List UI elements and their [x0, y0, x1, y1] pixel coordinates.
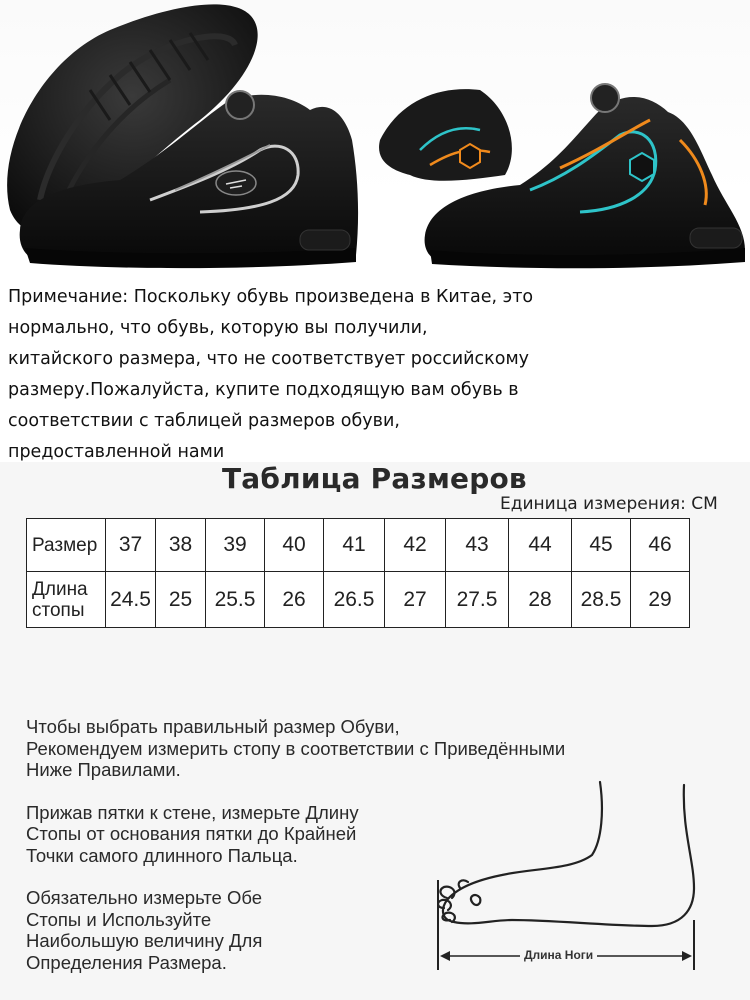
right-lace-dial-icon: [591, 84, 619, 112]
length-cell: 29: [631, 572, 690, 628]
length-cell: 26: [265, 572, 324, 628]
size-table: [26, 518, 690, 628]
instruction-line: Точки самого длинного Пальца.: [26, 844, 298, 866]
left-lace-dial-icon: [226, 91, 254, 119]
instruction-line: Ниже Правилами.: [26, 759, 181, 780]
length-cell: 28.5: [572, 572, 631, 628]
note-line: соответствии с таблицей размеров обуви,: [8, 411, 400, 431]
size-cell: 42: [385, 519, 446, 572]
instruction-line: Рекомендуем измерить стопу в соответствии с Приведёнными: [26, 737, 566, 759]
instruction-line: Наибольшую величину Для: [26, 930, 263, 951]
size-cell: 38: [156, 519, 206, 572]
size-cell: 44: [509, 519, 572, 572]
instruction-line: Обязательно измерьте Обе: [26, 887, 263, 908]
product-photo: [0, 0, 750, 278]
size-cell: 46: [631, 519, 690, 572]
length-cell: 26.5: [324, 572, 385, 628]
instruction-line: Прижав пятки к стене, измерьте Длину: [26, 801, 359, 823]
table-row-sizes: [27, 519, 690, 572]
length-cell: 28: [509, 572, 572, 628]
length-cell: 25.5: [206, 572, 265, 628]
note-line: размеру.Пожалуйста, купите подходящую вам обувь в: [8, 380, 519, 400]
row-header-length-line1: Длина: [32, 578, 88, 600]
unit-label: Единица измерения: СМ: [500, 494, 718, 514]
size-cell: 39: [206, 519, 265, 572]
note-line: предоставленной нами: [8, 442, 225, 462]
size-cell: 43: [446, 519, 509, 572]
instruction-line: Стопы и Используйте: [26, 908, 212, 930]
instruction-line: Чтобы выбрать правильный размер Обуви,: [26, 716, 400, 737]
size-cell: 40: [265, 519, 324, 572]
note-line: нормально, что обувь, которую вы получили,: [8, 318, 428, 338]
length-cell: 27: [385, 572, 446, 628]
size-chart-title: Таблица Размеров: [222, 462, 527, 495]
length-cell: 25: [156, 572, 206, 628]
row-header-length: [27, 572, 106, 628]
sizing-note: [8, 282, 568, 468]
row-header-size: Размер: [27, 519, 106, 572]
arrow-right-icon: [682, 951, 692, 961]
length-cell: 24.5: [106, 572, 156, 628]
instruction-line: Стопы от основания пятки до Крайней: [26, 823, 357, 844]
length-cell: 27.5: [446, 572, 509, 628]
size-cell: 41: [324, 519, 385, 572]
size-cell: 45: [572, 519, 631, 572]
right-shoe: [379, 84, 745, 268]
foot-length-label: Длина Ноги: [520, 948, 597, 962]
note-line: китайского размера, что не соответствует российскому: [8, 349, 530, 369]
row-header-length-line2: стопы: [32, 599, 85, 621]
sneakers-illustration: [0, 0, 750, 278]
table-row-lengths: [27, 572, 690, 628]
instruction-line: Определения Размера.: [26, 951, 227, 973]
note-line: Примечание: Поскольку обувь произведена в Китае, это: [8, 287, 534, 307]
arrow-left-icon: [440, 951, 450, 961]
size-cell: 37: [106, 519, 156, 572]
